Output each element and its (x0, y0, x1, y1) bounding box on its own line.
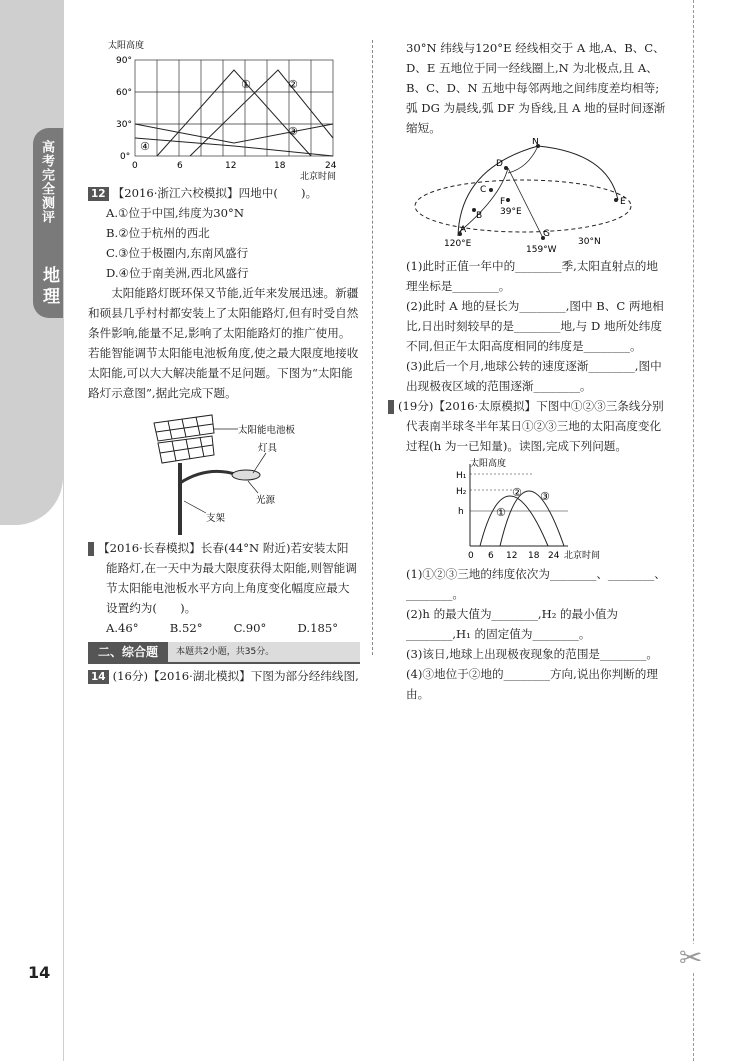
q12-option-c: C.③位于极圈内,东南风盛行 (106, 246, 249, 260)
lamp-arm (180, 471, 238, 483)
lamp-label-lamp: 灯具 (258, 443, 278, 454)
q14-stem-start (88, 666, 360, 686)
q13-option-d: D.185° (297, 621, 338, 635)
sidebar-tab (0, 0, 63, 525)
label-159w: 159°W (526, 245, 557, 255)
chart1-grid (135, 60, 333, 156)
q12-option-d: D.④位于南美洲,西北风盛行 (106, 266, 249, 280)
q15-part-4: (4)③地位于②地的________方向,说出你判断的理由。 (406, 667, 658, 701)
q13-option-a: A.46° (106, 621, 139, 635)
chart2-xtick-24: 24 (548, 551, 560, 561)
chart1-xtick-18: 18 (274, 161, 286, 171)
q15-part-1: (1)①②③三地的纬度依次为________、________、________。 (406, 567, 666, 601)
q12-option-b: B.②位于杭州的西北 (106, 226, 210, 240)
chart1-ytick-0: 0° (120, 152, 131, 162)
chart2-xtick-6: 6 (488, 551, 494, 561)
q15-part-3: (3)该日,地球上出现极夜现象的范围是________。 (406, 647, 658, 661)
q13-option-b: B.52° (169, 621, 203, 635)
section-note: 本题共2小题，共35分。 (176, 647, 275, 657)
q13-number: 13 (88, 542, 94, 556)
chart2-marker-3: ③ (540, 490, 550, 503)
column-divider (372, 40, 373, 655)
lat-lon-diagram (388, 138, 666, 256)
chart2-label-h: h (458, 507, 464, 517)
cut-line (693, 0, 694, 1061)
left-column (73, 38, 360, 686)
sidebar-label-box (33, 128, 63, 318)
terminator-line (508, 168, 543, 238)
chart1-ytick-30: 30° (116, 120, 132, 130)
chart1-xlabel: 北京时间 (300, 172, 337, 182)
sun-altitude-chart-2 (388, 456, 666, 564)
chart1-ytick-90: 90° (116, 56, 132, 66)
lamp-label-panel: 太阳能电池板 (238, 425, 296, 436)
point-g: G (543, 229, 550, 239)
q14-stem-cont: 30°N 纬线与120°E 经线相交于 A 地,A、B、C、D、E 五地位于同一经线圈上,N 为北极点,且 A、B、C、D、N 五地中每邻两地之间纬度差均相等;弧 DG 为晨线,弧 DF 为昏线,且 A 地的昼时间逐渐缩短。 (406, 41, 666, 135)
label-39e: 39°E (500, 207, 522, 217)
chart2-xtick-0: 0 (468, 551, 474, 561)
point-f: F (500, 197, 506, 207)
subject-title: 地理 (39, 266, 59, 308)
q12-stem-text: 【2016·浙江六校模拟】四地中( )。 (112, 186, 318, 200)
chart2-label-h1: H₁ (456, 471, 467, 481)
chart1-marker-4: ④ (140, 140, 150, 153)
chart1-marker-2: ② (288, 78, 298, 91)
point-a: A (460, 225, 467, 235)
q14-part-3: (3)此后一个月,地球公转的速度逐渐________,图中出现极夜区域的范围逐渐________。 (406, 359, 662, 393)
sidebar-edge-line (63, 0, 64, 1061)
label-30n: 30°N (578, 237, 601, 247)
section-title: 二、综合题 (88, 642, 168, 662)
sun-altitude-chart-1 (88, 38, 348, 183)
chart1-ylabel: 太阳高度 (108, 41, 145, 51)
solar-lamp-diagram (88, 403, 360, 538)
chart2-line-3 (500, 491, 564, 546)
q12-stem (88, 183, 360, 203)
chart1-xtick-6: 6 (177, 161, 183, 171)
q14-part-2: (2)此时 A 地的昼长为________,图中 B、C 两地相比,日出时刻较早的是________地,与 D 地所处纬度不同,但正午太阳高度相同的纬度是________。 (406, 299, 664, 353)
scissors-icon: ✂ (679, 941, 703, 974)
chart2-xtick-12: 12 (506, 551, 518, 561)
solar-lamp-passage: 太阳能路灯既环保又节能,近年来发展迅速。新疆和硕县几乎村村都安装上了太阳能路灯,但有时受自然条件影响,能量不足,影响了太阳能路灯的推广使用。若能智能调节太阳能电池板角度,使之最大限度地接收太阳能,可以大大解决能量不足问题。下图为“太阳能路灯示意图”,据此完成下题。 (88, 286, 359, 400)
chart2-marker-1: ① (496, 506, 506, 519)
section-header (88, 642, 360, 664)
right-column (373, 38, 666, 704)
q13-options (88, 618, 360, 638)
lamp-label-light: 光源 (256, 495, 276, 506)
chart1-xtick-24: 24 (325, 161, 337, 171)
chart1-xtick-0: 0 (132, 161, 138, 171)
solar-panel-icon (154, 415, 214, 463)
chart2-xlabel: 北京时间 (564, 551, 601, 561)
chart2-ylabel: 太阳高度 (470, 459, 507, 469)
page-number: 14 (28, 963, 51, 982)
q14-number: 14 (88, 670, 109, 684)
q15-stem (373, 396, 666, 456)
lamp-label-pole: 支架 (206, 513, 226, 524)
chart1-marker-1: ① (241, 78, 251, 91)
equator-ellipse (415, 180, 631, 232)
lamp-head-icon (232, 470, 260, 480)
chart2-xtick-18: 18 (528, 551, 540, 561)
point-c: C (480, 185, 487, 195)
chart1-xtick-12: 12 (225, 161, 237, 171)
point-d: D (496, 159, 503, 169)
point-e: E (620, 197, 626, 207)
lat-arc (508, 146, 538, 173)
chart1-marker-3: ③ (288, 125, 298, 138)
q13-stem-text: 【2016·长春模拟】长春(44°N 附近)若安装太阳能路灯,在一天中为最大限度获得太阳能,则智能调节太阳能电池板水平方向上角度变化幅度应最大设置约为( )。 (98, 541, 357, 615)
chart2-marker-2: ② (512, 486, 522, 499)
q12-option-a: A.①位于中国,纬度为30°N (106, 206, 244, 220)
q12-number: 12 (88, 187, 109, 201)
q13-option-c: C.90° (233, 621, 267, 635)
chart1-ytick-60: 60° (116, 88, 132, 98)
chart1-line-2 (190, 70, 333, 156)
label-120e: 120°E (444, 239, 472, 249)
series-title: 高考完全测评 (39, 140, 54, 224)
point-b: B (476, 211, 483, 221)
q14-stem-start-text: (16分)【2016·湖北模拟】下图为部分经纬线图, (112, 669, 359, 683)
q14-part-1: (1)此时正值一年中的________季,太阳直射点的地理坐标是________。 (406, 259, 658, 293)
q15-stem-text: (19分)【2016·太原模拟】下图中①②③三条线分别代表南半球冬半年某日①②③三地的太阳高度变化过程(h 为一已知量)。读图,完成下列问题。 (398, 399, 664, 453)
point-n: N (532, 138, 539, 147)
q15-number: 15 (388, 400, 394, 414)
chart2-label-h2: H₂ (456, 487, 467, 497)
q13-stem (73, 538, 360, 618)
q15-part-2: (2)h 的最大值为________,H₂ 的最小值为________,H₁ 的固定值为________。 (406, 607, 619, 641)
